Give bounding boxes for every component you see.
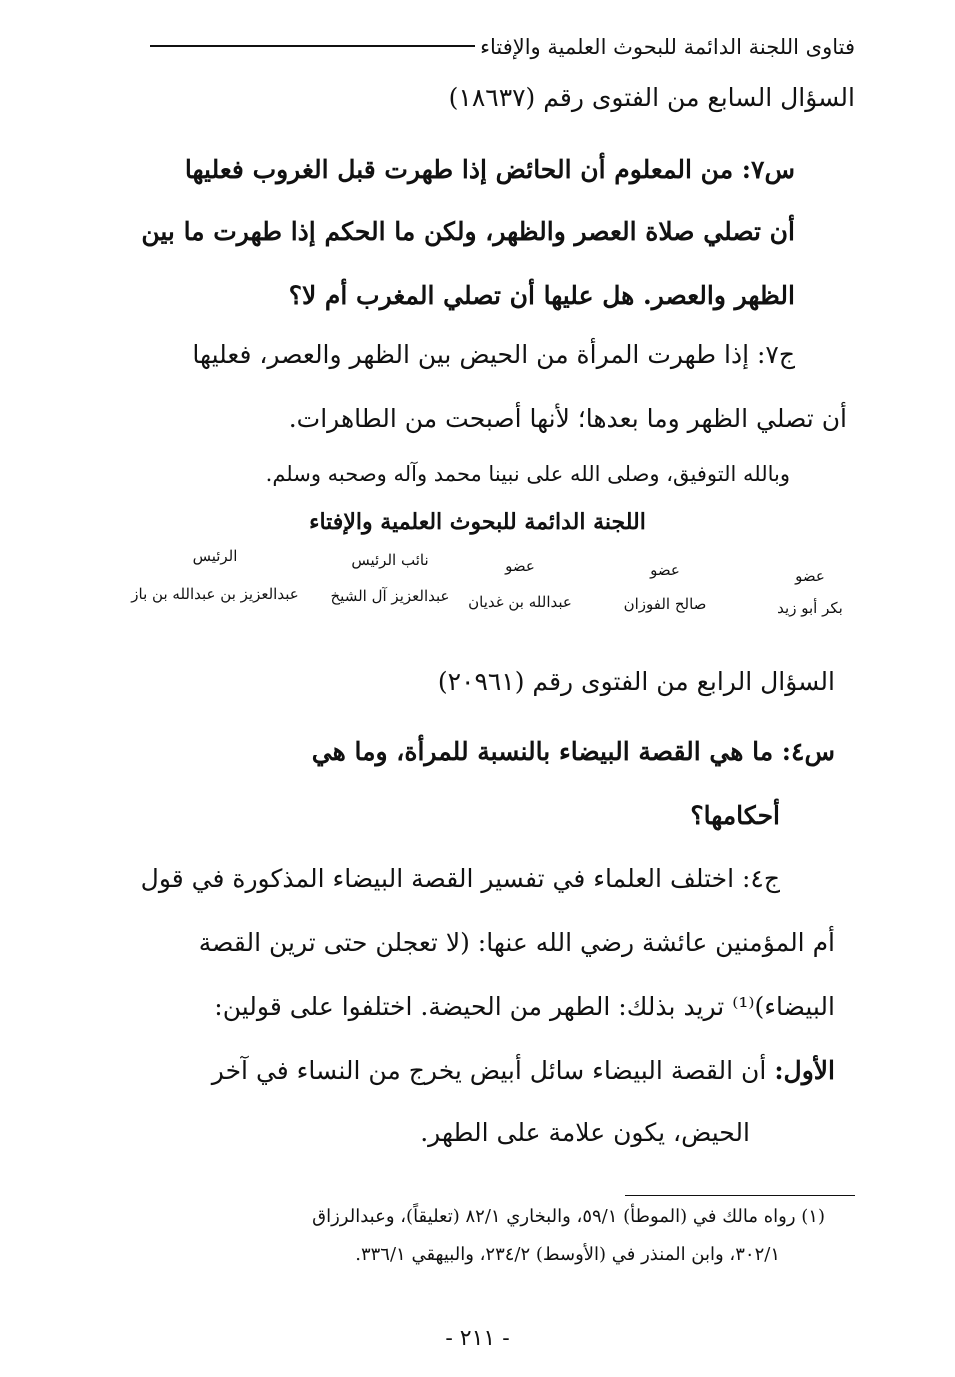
section2-question-line-2: أحكامها؟ xyxy=(690,801,780,830)
first-opinion-line-2: الحيض، يكون علامة على الطهر. xyxy=(420,1118,750,1147)
signatory-name: صالح الفوزان xyxy=(623,595,707,613)
signatory-name: عبدالعزيز بن عبدالله بن باز xyxy=(131,585,299,603)
committee-title: اللجنة الدائمة للبحوث العلمية والإفتاء xyxy=(309,509,646,535)
running-title: فتاوى اللجنة الدائمة للبحوث العلمية والإفتاء xyxy=(480,35,855,59)
section2-answer-line-1: ج٤: اختلف العلماء في تفسير القصة البيضاء المذكورة في قول xyxy=(140,864,780,893)
signatory-role: عضو xyxy=(795,567,825,585)
signatory-role: عضو xyxy=(650,561,680,579)
section1-question-line-2: أن تصلي صلاة العصر والظهر، ولكن ما الحكم إذا طهرت ما بين xyxy=(141,217,795,246)
section1-question-line-3: الظهر والعصر. هل عليها أن تصلي المغرب أم لا؟ xyxy=(288,281,795,310)
section2-question-line-1: س٤: ما هي القصة البيضاء بالنسبة للمرأة، وما هي xyxy=(311,737,835,766)
footnote-rule xyxy=(625,1195,855,1196)
signatory-role: عضو xyxy=(505,557,535,575)
section2-answer-line-2: أم المؤمنين عائشة رضي الله عنها: (لا تعجلن حتى ترين القصة xyxy=(198,928,835,957)
signatory-role: نائب الرئيس xyxy=(351,551,429,569)
section1-heading: السؤال السابع من الفتوى رقم (١٨٦٣٧) xyxy=(448,83,855,112)
section1-answer-line-2: أن تصلي الظهر وما بعدها؛ لأنها أصبحت من الطاهرات. xyxy=(288,404,847,433)
first-opinion-label: الأول: xyxy=(774,1056,835,1085)
first-opinion-text: أن القصة البيضاء سائل أبيض يخرج من النساء في آخر xyxy=(211,1056,767,1085)
signatory-name: عبدالله بن غديان xyxy=(468,593,572,611)
footnote-line-2: ٣٠٢/١، وابن المنذر في (الأوسط) ٢٣٤/٢، والبيهقي ٣٣٦/١. xyxy=(355,1244,780,1265)
section1-question-line-1: س٧: من المعلوم أن الحائض إذا طهرت قبل الغروب فعليها xyxy=(184,155,795,184)
section1-answer-line-1: ج٧: إذا طهرت المرأة من الحيض بين الظهر والعصر، فعليها xyxy=(192,340,795,369)
section2-heading: السؤال الرابع من الفتوى رقم (٢٠٩٦١) xyxy=(437,667,835,696)
signatory-role: الرئيس xyxy=(192,547,238,565)
signatory-name: عبدالعزيز آل الشيخ xyxy=(330,587,450,605)
running-header xyxy=(110,30,855,66)
header-rule xyxy=(150,45,475,47)
closing-formula: وبالله التوفيق، وصلى الله على نبينا محمد وآله وصحبه وسلم. xyxy=(265,462,790,486)
footnote-line-1: (١) رواه مالك في (الموطأ) ٥٩/١، والبخاري ٨٢/١ (تعليقاً)، وعبدالرزاق xyxy=(312,1206,825,1227)
first-opinion xyxy=(212,1048,835,1094)
section2-answer-line-3: البيضاء)⁽¹⁾ تريد بذلك: الطهر من الحيضة. اختلفوا على قولين: xyxy=(214,992,835,1021)
page-number: - ٢١١ - xyxy=(445,1326,510,1351)
signatory-name: بكر أبو زيد xyxy=(777,599,843,617)
